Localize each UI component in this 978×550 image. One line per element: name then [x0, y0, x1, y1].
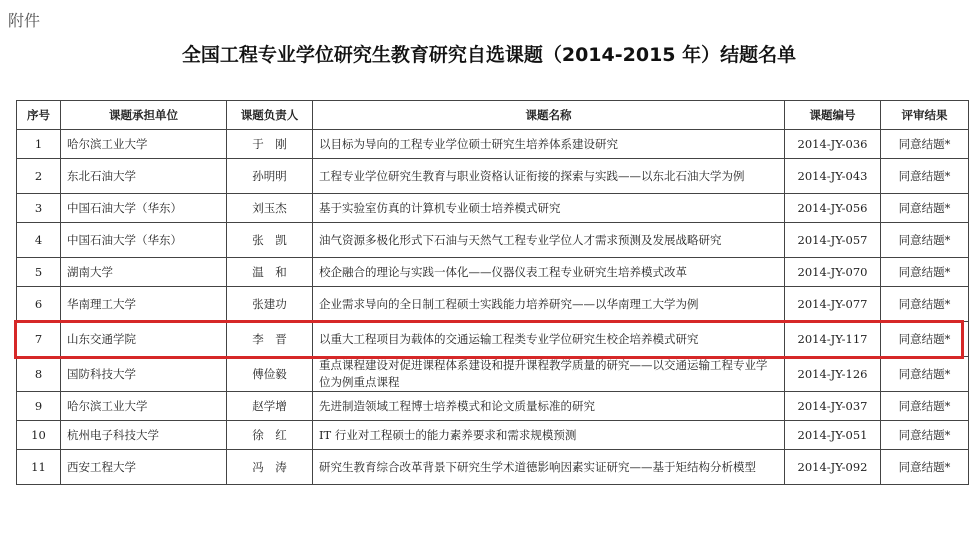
header-code: 课题编号: [785, 101, 881, 130]
row-leader: 刘玉杰: [227, 194, 313, 223]
row-leader: 冯 涛: [227, 450, 313, 485]
row-code: 2014-JY-036: [785, 130, 881, 159]
row-result: 同意结题*: [881, 322, 969, 357]
row-leader: 傅俭毅: [227, 357, 313, 392]
row-result: 同意结题*: [881, 287, 969, 322]
row-unit: 哈尔滨工业大学: [61, 130, 227, 159]
row-code: 2014-JY-043: [785, 159, 881, 194]
row-unit: 杭州电子科技大学: [61, 421, 227, 450]
header-no: 序号: [17, 101, 61, 130]
row-leader: 孙明明: [227, 159, 313, 194]
row-unit: 中国石油大学（华东）: [61, 223, 227, 258]
row-code: 2014-JY-057: [785, 223, 881, 258]
row-result: 同意结题*: [881, 159, 969, 194]
row-number: 7: [17, 322, 61, 357]
row-topic: 基于实验室仿真的计算机专业硕士培养模式研究: [313, 194, 785, 223]
row-result: 同意结题*: [881, 392, 969, 421]
row-code: 2014-JY-070: [785, 258, 881, 287]
row-code: 2014-JY-117: [785, 322, 881, 357]
row-code: 2014-JY-092: [785, 450, 881, 485]
table-row: [17, 322, 969, 357]
annex-label: 附件: [8, 11, 41, 30]
row-code: 2014-JY-056: [785, 194, 881, 223]
table-row: [17, 258, 969, 287]
row-unit: 山东交通学院: [61, 322, 227, 357]
row-result: 同意结题*: [881, 421, 969, 450]
row-result: 同意结题*: [881, 258, 969, 287]
row-number: 6: [17, 287, 61, 322]
table-row: [17, 450, 969, 485]
table-row: [17, 223, 969, 258]
row-topic: 以目标为导向的工程专业学位硕士研究生培养体系建设研究: [313, 130, 785, 159]
row-topic: 工程专业学位研究生教育与职业资格认证衔接的探索与实践——以东北石油大学为例: [313, 159, 785, 194]
table-row: [17, 130, 969, 159]
row-number: 4: [17, 223, 61, 258]
row-result: 同意结题*: [881, 357, 969, 392]
row-leader: 李 晋: [227, 322, 313, 357]
row-topic: 先进制造领域工程博士培养模式和论文质量标准的研究: [313, 392, 785, 421]
row-result: 同意结题*: [881, 130, 969, 159]
row-code: 2014-JY-077: [785, 287, 881, 322]
row-unit: 西安工程大学: [61, 450, 227, 485]
row-number: 5: [17, 258, 61, 287]
row-unit: 华南理工大学: [61, 287, 227, 322]
row-topic: 研究生教育综合改革背景下研究生学术道德影响因素实证研究——基于矩结构分析模型: [313, 450, 785, 485]
row-leader: 张 凯: [227, 223, 313, 258]
header-leader: 课题负责人: [227, 101, 313, 130]
row-leader: 赵学增: [227, 392, 313, 421]
row-leader: 温 和: [227, 258, 313, 287]
row-unit: 国防科技大学: [61, 357, 227, 392]
row-code: 2014-JY-126: [785, 357, 881, 392]
table-row: [17, 357, 969, 392]
row-code: 2014-JY-051: [785, 421, 881, 450]
table-row: [17, 287, 969, 322]
row-number: 9: [17, 392, 61, 421]
row-topic: 重点课程建设对促进课程体系建设和提升课程教学质量的研究——以交通运输工程专业学位为例重点课程: [313, 357, 785, 392]
document-title: 全国工程专业学位研究生教育研究自选课题（2014-2015 年）结题名单: [181, 44, 797, 66]
project-table: [16, 100, 969, 485]
table-row: [17, 159, 969, 194]
row-unit: 湖南大学: [61, 258, 227, 287]
header-topic: 课题名称: [313, 101, 785, 130]
table-row: [17, 392, 969, 421]
row-result: 同意结题*: [881, 450, 969, 485]
row-number: 10: [17, 421, 61, 450]
row-number: 11: [17, 450, 61, 485]
row-number: 8: [17, 357, 61, 392]
row-number: 2: [17, 159, 61, 194]
row-result: 同意结题*: [881, 194, 969, 223]
header-result: 评审结果: [881, 101, 969, 130]
row-topic: 油气资源多极化形式下石油与天然气工程专业学位人才需求预测及发展战略研究: [313, 223, 785, 258]
row-result: 同意结题*: [881, 223, 969, 258]
row-topic: 以重大工程项目为载体的交通运输工程类专业学位研究生校企培养模式研究: [313, 322, 785, 357]
row-number: 3: [17, 194, 61, 223]
table-header-row: [17, 101, 969, 130]
table-row: [17, 421, 969, 450]
row-leader: 于 刚: [227, 130, 313, 159]
row-number: 1: [17, 130, 61, 159]
row-topic: IT 行业对工程硕士的能力素养要求和需求规模预测: [313, 421, 785, 450]
row-leader: 张建功: [227, 287, 313, 322]
header-unit: 课题承担单位: [61, 101, 227, 130]
row-leader: 徐 红: [227, 421, 313, 450]
row-code: 2014-JY-037: [785, 392, 881, 421]
row-topic: 企业需求导向的全日制工程硕士实践能力培养研究——以华南理工大学为例: [313, 287, 785, 322]
row-topic: 校企融合的理论与实践一体化——仪器仪表工程专业研究生培养模式改革: [313, 258, 785, 287]
table-row: [17, 194, 969, 223]
row-unit: 中国石油大学（华东）: [61, 194, 227, 223]
row-unit: 东北石油大学: [61, 159, 227, 194]
row-unit: 哈尔滨工业大学: [61, 392, 227, 421]
